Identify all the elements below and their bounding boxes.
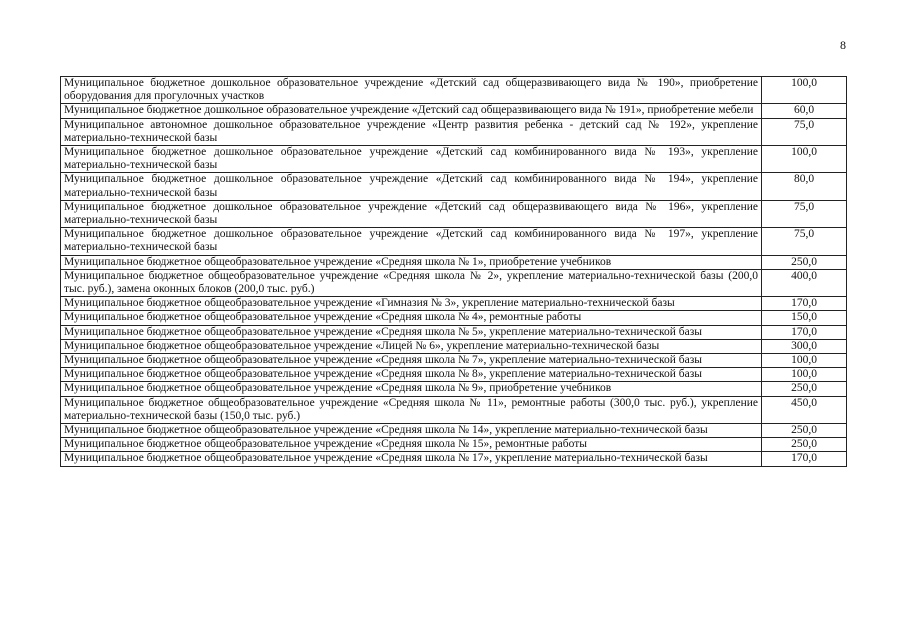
row-amount: 75,0: [762, 228, 847, 255]
row-amount: 100,0: [762, 77, 847, 104]
row-amount: 60,0: [762, 104, 847, 118]
row-description: Муниципальное бюджетное дошкольное образовательное учреждение «Детский сад общеразвивающего вида № 190», приобретение оборудования для прогулочных участков: [61, 77, 762, 104]
page-number: 8: [840, 38, 846, 52]
row-description: Муниципальное бюджетное общеобразовательное учреждение «Средняя школа № 8», укрепление материально-технической базы: [61, 368, 762, 382]
table-row: [61, 382, 847, 396]
row-amount: 170,0: [762, 325, 847, 339]
row-amount: 250,0: [762, 382, 847, 396]
row-description: Муниципальное бюджетное общеобразовательное учреждение «Средняя школа № 1», приобретение учебников: [61, 255, 762, 269]
table-row: [61, 325, 847, 339]
row-amount: 250,0: [762, 424, 847, 438]
table-row: [61, 104, 847, 118]
row-description: Муниципальное бюджетное дошкольное образовательное учреждение «Детский сад общеразвивающего вида № 191», приобретение мебели: [61, 104, 762, 118]
table-row: [61, 368, 847, 382]
row-description: Муниципальное автономное дошкольное образовательное учреждение «Центр развития ребенка - детский сад № 192», укрепление материально-технической базы: [61, 118, 762, 145]
table-row: [61, 146, 847, 173]
row-amount: 300,0: [762, 339, 847, 353]
table-row: [61, 424, 847, 438]
table-row: [61, 118, 847, 145]
row-description: Муниципальное бюджетное общеобразовательное учреждение «Лицей № 6», укрепление материально-технической базы: [61, 339, 762, 353]
row-description: Муниципальное бюджетное общеобразовательное учреждение «Средняя школа № 4», ремонтные работы: [61, 311, 762, 325]
row-description: Муниципальное бюджетное общеобразовательное учреждение «Средняя школа № 5», укрепление материально-технической базы: [61, 325, 762, 339]
row-description: Муниципальное бюджетное общеобразовательное учреждение «Средняя школа № 9», приобретение учебников: [61, 382, 762, 396]
row-description: Муниципальное бюджетное дошкольное образовательное учреждение «Детский сад комбинированного вида № 194», укрепление материально-технической базы: [61, 173, 762, 200]
table-row: [61, 200, 847, 227]
row-description: Муниципальное бюджетное общеобразовательное учреждение «Средняя школа № 2», укрепление материально-технической базы (200,0 тыс. руб.), замена оконных блоков (200,0 тыс. руб.): [61, 269, 762, 296]
table-row: [61, 354, 847, 368]
table-row: [61, 396, 847, 423]
row-amount: 75,0: [762, 200, 847, 227]
row-amount: 170,0: [762, 297, 847, 311]
row-amount: 150,0: [762, 311, 847, 325]
row-amount: 250,0: [762, 438, 847, 452]
row-description: Муниципальное бюджетное дошкольное образовательное учреждение «Детский сад комбинированного вида № 193», укрепление материально-технической базы: [61, 146, 762, 173]
row-description: Муниципальное бюджетное дошкольное образовательное учреждение «Детский сад общеразвивающего вида № 196», укрепление материально-технической базы: [61, 200, 762, 227]
row-amount: 250,0: [762, 255, 847, 269]
row-description: Муниципальное бюджетное дошкольное образовательное учреждение «Детский сад комбинированного вида № 197», укрепление материально-технической базы: [61, 228, 762, 255]
row-amount: 100,0: [762, 354, 847, 368]
table-row: [61, 228, 847, 255]
table-row: [61, 297, 847, 311]
row-description: Муниципальное бюджетное общеобразовательное учреждение «Средняя школа № 14», укрепление материально-технической базы: [61, 424, 762, 438]
row-amount: 170,0: [762, 452, 847, 466]
row-description: Муниципальное бюджетное общеобразовательное учреждение «Средняя школа № 17», укрепление материально-технической базы: [61, 452, 762, 466]
row-description: Муниципальное бюджетное общеобразовательное учреждение «Средняя школа № 7», укрепление материально-технической базы: [61, 354, 762, 368]
row-amount: 450,0: [762, 396, 847, 423]
row-description: Муниципальное бюджетное общеобразовательное учреждение «Средняя школа № 11», ремонтные работы (300,0 тыс. руб.), укрепление материально-технической базы (150,0 тыс. руб.): [61, 396, 762, 423]
row-description: Муниципальное бюджетное общеобразовательное учреждение «Гимназия № 3», укрепление материально-технической базы: [61, 297, 762, 311]
budget-table: [60, 76, 847, 467]
row-amount: 400,0: [762, 269, 847, 296]
row-amount: 100,0: [762, 368, 847, 382]
table-row: [61, 269, 847, 296]
row-amount: 100,0: [762, 146, 847, 173]
row-amount: 75,0: [762, 118, 847, 145]
row-amount: 80,0: [762, 173, 847, 200]
table-row: [61, 255, 847, 269]
table-row: [61, 438, 847, 452]
table-row: [61, 339, 847, 353]
table-row: [61, 452, 847, 466]
row-description: Муниципальное бюджетное общеобразовательное учреждение «Средняя школа № 15», ремонтные работы: [61, 438, 762, 452]
table-row: [61, 77, 847, 104]
table-row: [61, 173, 847, 200]
table-row: [61, 311, 847, 325]
